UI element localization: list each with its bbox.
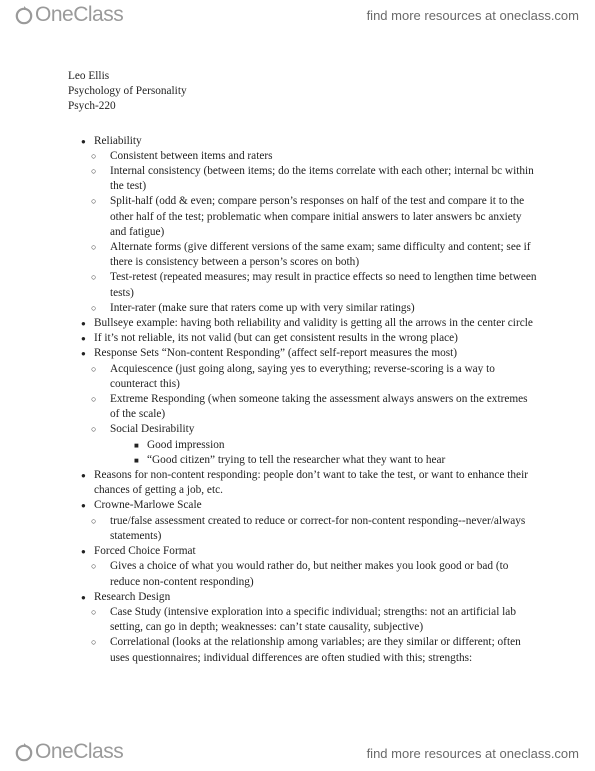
oneclass-footer-logo-icon: [15, 742, 33, 762]
note-text: Good impression: [147, 438, 225, 451]
note-text: Social Desirability: [110, 423, 195, 436]
find-more-resources-link[interactable]: find more resources at oneclass.com: [366, 8, 579, 23]
note-text: Reliability: [94, 134, 142, 147]
note-item-level-2: [68, 149, 538, 164]
note-text: Correlational (looks at the relationship among variables; are they similar or different; often uses questionnaires; individual differences are often studied with this; strengths:: [110, 636, 521, 664]
note-item-level-1: [68, 134, 538, 316]
notes-list: [68, 134, 538, 666]
sub-list-level-2: [68, 514, 538, 544]
footer-find-more-resources-link[interactable]: find more resources at oneclass.com: [366, 746, 579, 761]
note-item-level-2: [68, 605, 538, 635]
sub-list-level-2: [68, 605, 538, 666]
note-text: Reasons for non-content responding: people don’t want to take the test, or want to enhance their chances of getting a job, etc.: [94, 469, 528, 497]
sub-list-level-2: [68, 362, 538, 468]
note-text: Research Design: [94, 590, 171, 603]
note-item-level-1: [68, 468, 538, 498]
note-item-level-1: [68, 590, 538, 666]
note-text: Test-retest (repeated measures; may result in practice effects so need to lengthen time between tests): [110, 271, 537, 299]
note-item-level-1: [68, 498, 538, 544]
page-header: [0, 0, 595, 34]
note-item-level-1: [68, 316, 538, 331]
note-text: Extreme Responding (when someone taking the assessment always answers on the extremes of the scale): [110, 393, 528, 421]
oneclass-logo-icon: [15, 5, 33, 25]
note-text: Crowne-Marlowe Scale: [94, 499, 202, 512]
note-text: true/false assessment created to reduce or correct-for non-content responding--never/always statements): [110, 514, 526, 542]
note-item-level-2: [68, 422, 538, 468]
note-item-level-1: [68, 331, 538, 346]
note-text: Forced Choice Format: [94, 545, 196, 558]
course-title: Psychology of Personality: [68, 85, 187, 98]
document-meta: [68, 69, 538, 115]
document-body: [68, 69, 538, 666]
note-text: Split-half (odd & even; compare person’s responses on half of the test and compare it to the other half of the test; problematic when compare initial answers to later answers bc anxiety and fatigue): [110, 195, 525, 238]
oneclass-footer-logo[interactable]: [15, 741, 123, 763]
note-item-level-2: [68, 362, 538, 392]
sub-list-level-2: [68, 149, 538, 316]
note-item-level-2: [68, 301, 538, 316]
note-text: Acquiescence (just going along, saying yes to everything; reverse-scoring is a way to counteract this): [110, 362, 495, 390]
note-text: “Good citizen” trying to tell the researcher what they want to hear: [147, 453, 446, 466]
note-item-level-3: [68, 453, 538, 468]
course-code: Psych-220: [68, 100, 116, 113]
note-text: If it’s not reliable, its not valid (but can get consistent results in the wrong place): [94, 332, 458, 345]
oneclass-footer-logo-text: OneClass: [35, 740, 124, 763]
note-item-level-2: [68, 240, 538, 270]
note-text: Consistent between items and raters: [110, 149, 273, 162]
note-item-level-3: [68, 438, 538, 453]
note-item-level-1: [68, 544, 538, 590]
note-text: Alternate forms (give different versions of the same exam; same difficulty and content; see if there is consistency between a person’s scores on both): [110, 241, 531, 269]
author-name: Leo Ellis: [68, 70, 110, 82]
note-item-level-2: [68, 514, 538, 544]
sub-list-level-3: [68, 438, 538, 468]
oneclass-logo-text: OneClass: [35, 3, 124, 26]
oneclass-logo[interactable]: [15, 4, 123, 26]
note-item-level-2: [68, 270, 538, 300]
note-item-level-2: [68, 635, 538, 665]
note-text: Inter-rater (make sure that raters come up with very similar ratings): [110, 301, 415, 314]
note-text: Response Sets “Non-content Responding” (affect self-report measures the most): [94, 347, 458, 360]
note-item-level-2: [68, 392, 538, 422]
note-text: Bullseye example: having both reliability and validity is getting all the arrows in the center circle: [94, 317, 533, 330]
note-text: Case Study (intensive exploration into a specific individual; strengths: not an artificial lab setting, can go in depth; weaknesses: can’t state causality, subjective): [110, 605, 516, 634]
page-footer: [0, 737, 595, 771]
sub-list-level-2: [68, 559, 538, 589]
note-text: Gives a choice of what you would rather do, but neither makes you look good or bad (to reduce non-content responding): [110, 560, 509, 588]
note-item-level-2: [68, 164, 538, 194]
note-item-level-2: [68, 194, 538, 240]
note-text: Internal consistency (between items; do the items correlate with each other; internal bc within the test): [110, 165, 534, 193]
note-item-level-1: [68, 346, 538, 468]
note-item-level-2: [68, 559, 538, 589]
